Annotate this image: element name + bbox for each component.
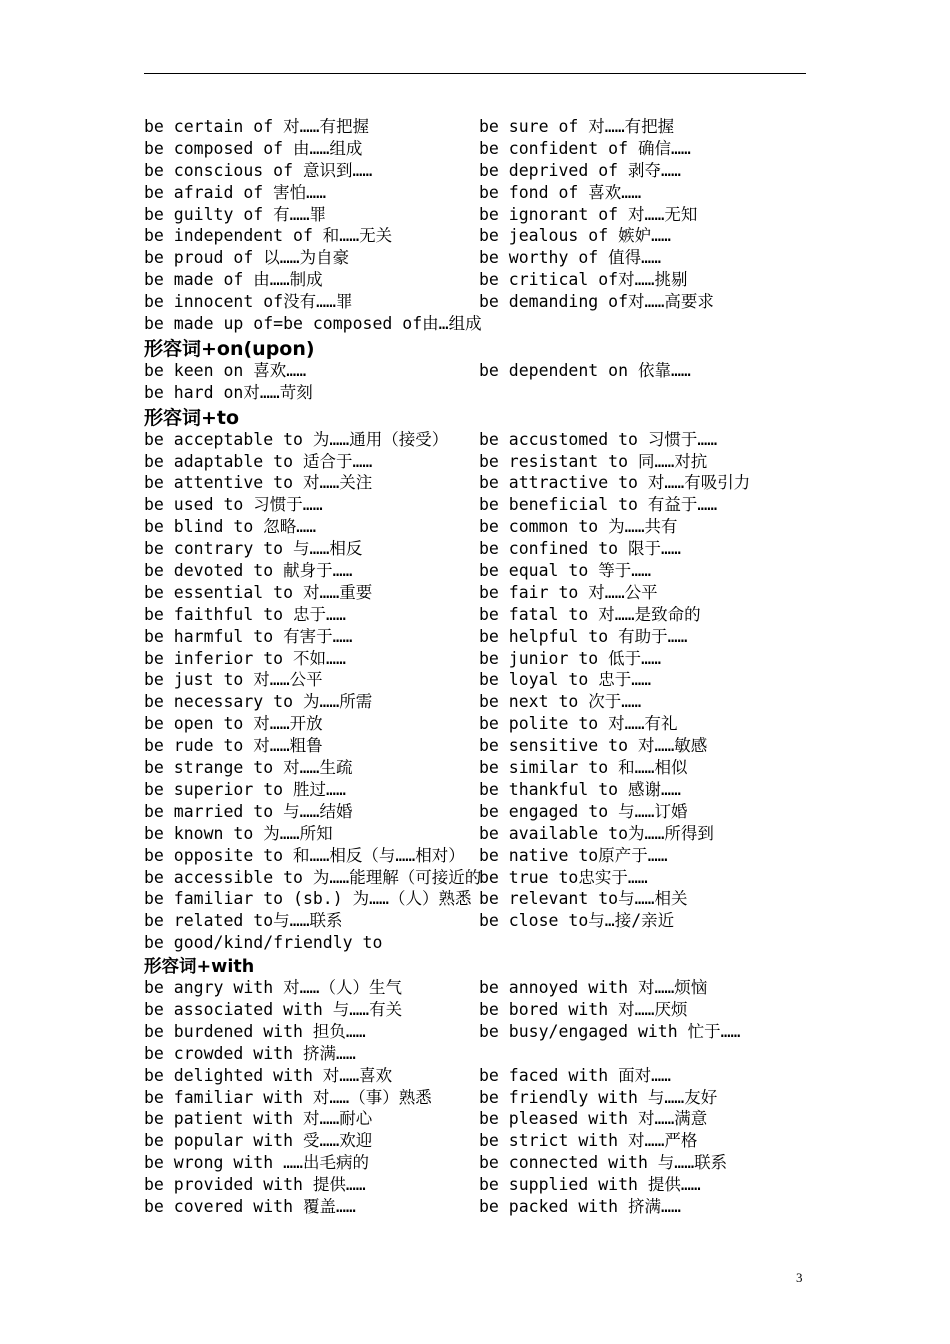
phrase-row [144,1108,844,1130]
phrase-right: be available to为……所得到 [479,823,714,843]
phrase-left: be delighted with 对……喜欢 [144,1065,393,1085]
phrase-right: be thankful to 感谢…… [479,779,681,799]
phrase-left: be proud of 以……为自豪 [144,248,350,268]
phrase-right: be relevant to与……相关 [479,889,688,909]
phrase-left: be known to 为……所知 [144,823,333,843]
phrase-row [144,116,844,138]
phrase-row [144,648,844,670]
phrase-row [144,1043,844,1065]
phrase-left: be associated with 与……有关 [144,999,403,1019]
phrase-row [144,360,844,382]
phrase-row [144,669,844,691]
phrase-right: be worthy of 值得…… [479,248,662,268]
phrase-row [144,494,844,516]
phrase-left: be patient with 对……耐心 [144,1109,373,1129]
phrase-left: be familiar with 对……（事）熟悉 [144,1087,432,1107]
phrase-right: be critical of对……挑剔 [479,270,688,290]
phrase-row [144,313,844,335]
phrase-left: be harmful to 有害于…… [144,626,353,646]
phrase-right: be deprived of 剥夺…… [479,160,681,180]
phrase-right: be sensitive to 对……敏感 [479,736,708,756]
phrase-right: be beneficial to 有益于…… [479,495,718,515]
phrase-row [144,867,844,889]
phrase-left: be guilty of 有……罪 [144,204,327,224]
phrase-right: be native to原产于…… [479,845,668,865]
phrase-right: be supplied with 提供…… [479,1175,701,1195]
phrase-row [144,691,844,713]
phrase-row [144,888,844,910]
phrase-left: be innocent of没有……罪 [144,292,353,312]
phrase-right: be similar to 和……相似 [479,758,688,778]
phrase-row [144,204,844,226]
phrase-right: be pleased with 对……满意 [479,1109,708,1129]
phrase-row [144,160,844,182]
phrase-right: be true to忠实于…… [479,867,648,887]
phrase-left: be superior to 胜过…… [144,779,346,799]
phrase-row [144,1174,844,1196]
phrase-row [144,472,844,494]
phrase-row [144,932,844,954]
phrase-right: be attractive to 对……有吸引力 [479,473,751,493]
phrase-left: be wrong with ……出毛病的 [144,1153,369,1173]
phrase-right: be junior to 低于…… [479,648,662,668]
phrase-right: be demanding of对……高要求 [479,292,714,312]
phrase-row [144,1196,844,1218]
phrase-left: be conscious of 意识到…… [144,160,373,180]
phrase-left: be rude to 对……粗鲁 [144,736,323,756]
phrase-right: be sure of 对……有把握 [479,117,675,136]
phrase-row [144,225,844,247]
phrase-left: be good/kind/friendly to [144,933,383,953]
phrase-row [144,538,844,560]
phrase-right: be equal to 等于…… [479,561,652,581]
phrase-row [144,845,844,867]
phrase-left: be married to 与……结婚 [144,801,353,821]
phrase-left: be inferior to 不如…… [144,648,346,668]
phrase-right: be packed with 挤满…… [479,1196,681,1216]
phrase-left: be open to 对……开放 [144,714,323,734]
phrase-left: be contrary to 与……相反 [144,539,363,559]
phrase-row [144,713,844,735]
phrase-left: be made up of=be composed of由…组成 [144,314,482,334]
phrase-row [144,604,844,626]
phrase-right: be helpful to 有助于…… [479,626,688,646]
phrase-right: be faced with 面对…… [479,1065,671,1085]
phrase-right: be confident of 确信…… [479,138,691,158]
phrase-right: be bored with 对……厌烦 [479,999,688,1019]
phrase-left: be certain of 对……有把握 [144,117,369,136]
phrase-left: be strange to 对……生疏 [144,758,353,778]
phrase-left: be composed of 由……组成 [144,138,363,158]
phrase-row [144,735,844,757]
phrase-row [144,999,844,1021]
phrase-row [144,977,844,999]
phrase-row [144,451,844,473]
phrase-right: be annoyed with 对……烦恼 [479,978,708,998]
phrase-row [144,516,844,538]
section-heading: 形容词+with [144,957,255,978]
phrase-right: be connected with 与……联系 [479,1153,728,1173]
phrase-row [144,1152,844,1174]
phrase-left: be essential to 对……重要 [144,582,373,602]
phrase-right: be dependent on 依靠…… [479,360,691,380]
phrase-left: be related to与……联系 [144,911,343,931]
phrase-right: be next to 次于…… [479,692,642,712]
phrase-left: be necessary to 为……所需 [144,692,373,712]
phrase-left: be opposite to 和……相反（与……相对） [144,845,465,865]
phrase-left: be covered with 覆盖…… [144,1196,356,1216]
phrase-right: be close to与…接/亲近 [479,911,675,931]
phrase-row [144,247,844,269]
header-rule [144,73,806,74]
phrase-row [144,382,844,404]
phrase-left: be just to 对……公平 [144,670,323,690]
phrase-left: be angry with 对……（人）生气 [144,978,402,998]
phrase-left: be accessible to 为……能理解（可接近的 [144,867,482,887]
phrase-left: be blind to 忽略…… [144,517,317,537]
phrase-right: be jealous of 嫉妒…… [479,226,671,246]
phrase-list [144,116,844,1218]
phrase-left: be popular with 受……欢迎 [144,1131,373,1151]
phrase-right: be polite to 对……有礼 [479,714,678,734]
phrase-row [144,823,844,845]
phrase-row [144,138,844,160]
phrase-left: be familiar to (sb.) 为……（人）熟悉 [144,889,472,909]
phrase-row [144,910,844,932]
phrase-right: be busy/engaged with 忙于…… [479,1021,741,1041]
phrase-right: be strict with 对……严格 [479,1131,698,1151]
phrase-right: be accustomed to 习惯于…… [479,429,718,449]
phrase-left: be keen on 喜欢…… [144,360,307,380]
section-heading: 形容词+on(upon) [144,337,315,360]
phrase-left: be faithful to 忠于…… [144,604,346,624]
phrase-left: be acceptable to 为……通用（接受） [144,429,449,449]
phrase-row [144,1087,844,1109]
phrase-row [144,429,844,451]
phrase-left: be crowded with 挤满…… [144,1043,356,1063]
phrase-right: be confined to 限于…… [479,539,681,559]
phrase-row [144,582,844,604]
phrase-right: be loyal to 忠于…… [479,670,652,690]
phrase-left: be burdened with 担负…… [144,1021,366,1041]
phrase-row [144,560,844,582]
phrase-left: be devoted to 献身于…… [144,561,353,581]
phrase-left: be provided with 提供…… [144,1175,366,1195]
phrase-left: be hard on对……苛刻 [144,382,313,402]
phrase-right: be resistant to 同……对抗 [479,451,708,471]
phrase-row [144,801,844,823]
section-heading: 形容词+to [144,406,240,429]
phrase-row [144,1021,844,1043]
phrase-right: be ignorant of 对……无知 [479,204,698,224]
phrase-left: be afraid of 害怕…… [144,182,327,202]
phrase-row [144,291,844,313]
phrase-left: be independent of 和……无关 [144,226,393,246]
phrase-right: be fond of 喜欢…… [479,182,642,202]
page-number: 3 [796,1270,803,1285]
phrase-right: be friendly with 与……友好 [479,1087,718,1107]
phrase-row [144,182,844,204]
phrase-left: be adaptable to 适合于…… [144,451,373,471]
phrase-row [144,1130,844,1152]
phrase-right: be common to 为……共有 [479,517,678,537]
phrase-row [144,1065,844,1087]
phrase-row [144,779,844,801]
phrase-left: be made of 由……制成 [144,270,323,290]
phrase-row [144,626,844,648]
phrase-left: be used to 习惯于…… [144,495,323,515]
phrase-left: be attentive to 对……关注 [144,473,373,493]
phrase-row [144,269,844,291]
phrase-right: be fair to 对……公平 [479,582,658,602]
phrase-right: be fatal to 对……是致命的 [479,604,701,624]
phrase-row [144,757,844,779]
phrase-right: be engaged to 与……订婚 [479,801,688,821]
